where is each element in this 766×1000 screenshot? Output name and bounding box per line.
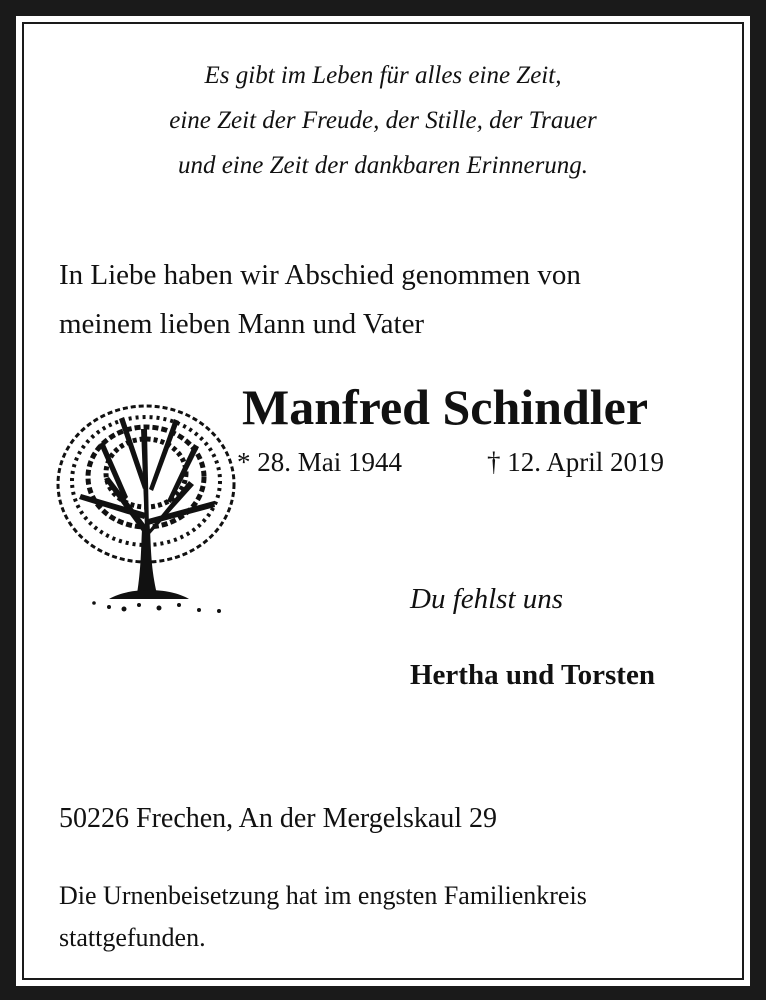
motto-line-2: eine Zeit der Freude, der Stille, der Trauer (169, 107, 597, 134)
death-date: † 12. April 2019 (487, 447, 665, 477)
intro-line-2: meinem lieben Mann und Vater (59, 308, 425, 340)
deceased-name: Manfred Schindler (242, 379, 649, 435)
signers: Hertha und Torsten (410, 659, 655, 691)
intro-text (59, 251, 581, 349)
notice-line-2: stattgefunden. (59, 923, 206, 952)
notice-line-1: Die Urnenbeisetzung hat im engsten Familienkreis (59, 881, 587, 910)
intro-line-1: In Liebe haben wir Abschied genommen von (59, 259, 581, 291)
sentiment-text: Du fehlst uns (410, 583, 564, 615)
motto-line-3: und eine Zeit der dankbaren Erinnerung. (177, 152, 589, 179)
obituary-card (16, 16, 750, 986)
address: 50226 Frechen, An der Mergelskaul 29 (59, 803, 498, 834)
burial-notice (59, 875, 587, 959)
tree-icon (49, 389, 244, 614)
motto-verse (17, 53, 749, 188)
motto-line-1: Es gibt im Leben für alles eine Zeit, (204, 62, 562, 89)
birth-date: * 28. Mai 1944 (237, 447, 402, 477)
